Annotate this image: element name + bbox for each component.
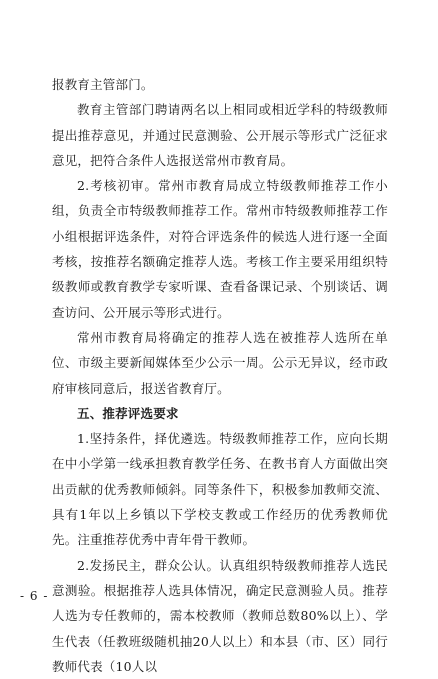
document-body [52,72,388,679]
paragraph-selection-criteria: 1.坚持条件，择优遴选。特级教师推荐工作，应向长期在中小学第一线承担教育教学任务、在教书育人方面做出突出贡献的优秀教师倾斜。同等条件下，积极参加教师交流、具有1年以上乡镇以下学校支教或工作经历的优秀教师优先。注重推荐优秀中青年骨干教师。 [52,431,388,548]
paragraph-expert-recommendation: 教育主管部门聘请两名以上相同或相近学科的特级教师提出推荐意见，并通过民意测验、公开展示等形式广泛征求意见，把符合条件人选报送常州市教育局。 [52,102,388,168]
paragraph-assessment-review: 2.考核初审。常州市教育局成立特级教师推荐工作小组，负责全市特级教师推荐工作。常州市特级教师推荐工作小组根据评选条件，对符合评选条件的候选人进行逐一全面考核，按推荐名额确定推荐人选。考核工作主要采用组织特级教师或教育教学专家听课、查看备课记录、个别谈话、调查访问、公开展示等形式进行。 [52,178,388,320]
section-heading-requirements: 五、推荐评选要求 [77,405,179,421]
paragraph-continuation: 报教育主管部门。 [52,77,154,92]
paragraph-democratic-vote: 2.发扬民主，群众公认。认真组织特级教师推荐人选民意测验。根据推荐人选具体情况，确定民意测验人员。推荐人选为专任教师的，需本校教师（教师总数80%以上）、学生代表（任教班级随机抽20人以上）和本县（市、区）同行教师代表（10人以 [52,557,388,674]
page-number: - 6 - [20,589,49,603]
paragraph-public-notice: 常州市教育局将确定的推荐人选在被推荐人选所在单位、市级主要新闻媒体至少公示一周。公示无异议，经市政府审核同意后，报送省教育厅。 [52,329,388,396]
